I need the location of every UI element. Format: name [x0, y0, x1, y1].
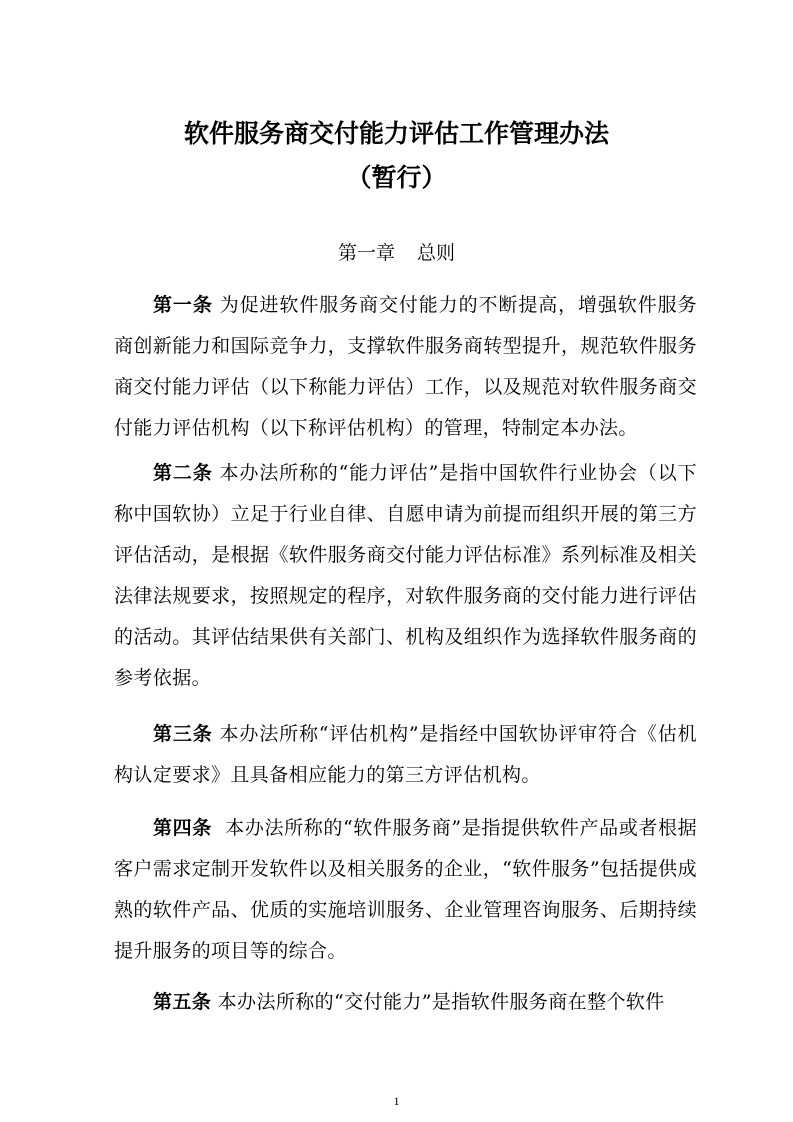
article-text: 本办法所称的“软件服务商”是指提供软件产品或者根据客户需求定制开发软件以及相关服务的企业，“软件服务”包括提供成熟的软件产品、优质的实施培训服务、企业管理咨询服务、后期持续提升服务的项目等的综合。 [114, 817, 697, 962]
page-number: 1 [393, 1094, 400, 1108]
article-heading: 第三条 [153, 723, 213, 745]
chapter-number: 第一章 [337, 242, 395, 264]
article-5 [114, 982, 697, 1023]
article-heading: 第四条 [153, 817, 212, 839]
article-text: 为促进软件服务商交付能力的不断提高，增强软件服务商创新能力和国际竞争力，支撑软件服务商转型提升，规范软件服务商交付能力评估（以下称能力评估）工作，以及规范对软件服务商交付能力评估机构（以下称评估机构）的管理，特制定本办法。 [114, 294, 697, 439]
article-heading: 第二条 [153, 462, 213, 484]
article-text: 本办法所称“评估机构”是指经中国软协评审符合《估机构认定要求》且具备相应能力的第三方评估机构。 [114, 723, 697, 786]
article-heading: 第五条 [153, 991, 212, 1013]
article-text: 本办法所称的“交付能力”是指软件服务商在整个软件 [217, 991, 665, 1013]
chapter-heading [0, 240, 793, 266]
document-subtitle: （暂行） [346, 163, 447, 192]
article-1 [114, 285, 697, 449]
article-4 [114, 808, 697, 972]
article-text: 本办法所称的“能力评估”是指中国软件行业协会（以下称中国软协）立足于行业自律、自愿申请为前提而组织开展的第三方评估活动，是根据《软件服务商交付能力评估标准》系列标准及相关法律法规要求，按照规定的程序，对软件服务商的交付能力进行评估的活动。其评估结果供有关部门、机构及组织作为选择软件服务商的参考依据。 [114, 462, 697, 689]
article-heading: 第一条 [153, 294, 213, 316]
chapter-name: 总则 [417, 242, 456, 264]
document-title: 软件服务商交付能力评估工作管理办法 [183, 119, 609, 148]
article-3 [114, 714, 697, 796]
article-2 [114, 453, 697, 699]
